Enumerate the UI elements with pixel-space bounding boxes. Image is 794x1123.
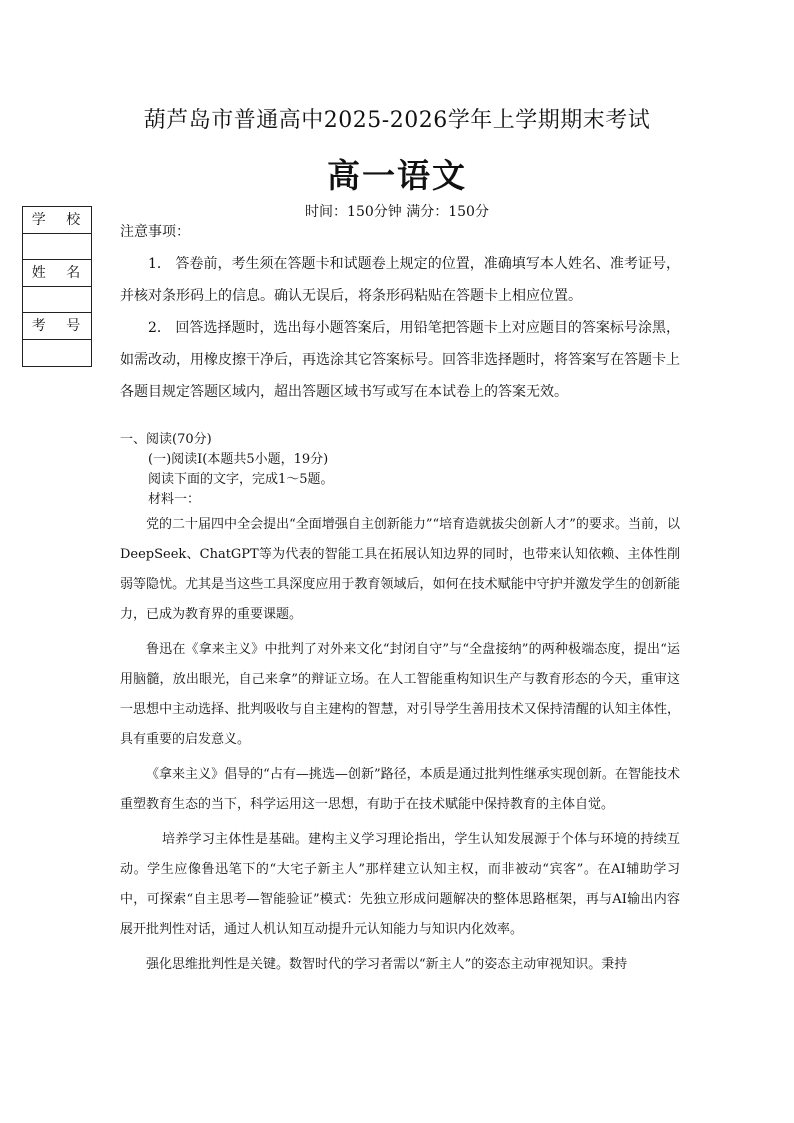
material-body xyxy=(120,510,680,985)
notes-heading: 注意事项： xyxy=(120,224,190,240)
paragraph: 培养学习主体性是基础。建构主义学习理论指出，学生认知发展源于个体与环境的持续互动。学生应像鲁迅笔下的“大宅子新主人”那样建立认知主权，而非被动“宾客”。在AI辅助学习中，可探索“自主思考—智能验证”模式：先独立形成问题解决的整体思路框架，再与AI输出内容展开批判性对话，通过人机认知互动提升元认知能力与知识内化效率。 xyxy=(120,832,680,937)
paragraph: 《拿来主义》倡导的“占有—挑选—创新”路径，本质是通过批判性继承实现创新。在智能技术重塑教育生态的当下，科学运用这一思想，有助于在技术赋能中保持教育的主体自觉。 xyxy=(120,767,680,812)
sub-heading: (一)阅读Ⅰ(本题共5小题，19分) xyxy=(148,452,329,467)
part-heading: 一、阅读(70分) xyxy=(120,432,212,447)
note-item: 1． 答卷前，考生须在答题卡和试题卷上规定的位置，准确填写本人姓名、准考证号，并核对条形码上的信息。确认无误后，将条形码粘贴在答题卡上相应位置。 xyxy=(120,256,680,304)
number-field[interactable] xyxy=(23,340,91,367)
name-field[interactable] xyxy=(23,287,91,314)
subject-title: 高一语文 xyxy=(327,156,467,195)
school-field[interactable] xyxy=(23,234,91,261)
material-label: 材料一： xyxy=(148,492,201,507)
paragraph: 党的二十届四中全会提出“全面增强自主创新能力”“培育造就拔尖创新人才”的要求。当前，以DeepSeek、ChatGPT等为代表的智能工具在拓展认知边界的同时，也带来认知依赖、主体性削弱等隐忧。尤其是当这些工具深度应用于教育领域后，如何在技术赋能中守护并激发学生的创新能力，已成为教育界的重要课题。 xyxy=(120,517,680,622)
student-info-box xyxy=(22,206,92,367)
exam-title: 葫芦岛市普通高中2025-2026学年上学期期末考试 xyxy=(143,108,651,133)
paragraph: 强化思维批判性是关键。数智时代的学习者需以“新主人”的姿态主动审视知识。秉持 xyxy=(146,957,628,972)
reading-section-header xyxy=(120,430,680,510)
paragraph: 鲁迅在《拿来主义》中批判了对外来文化“封闭自守”与“全盘接纳”的两种极端态度，提出“运用脑髓，放出眼光，自己来拿”的辩证立场。在人工智能重构知识生产与教育形态的今天，重审这一思想中主动选择、批判吸收与自主建构的智慧，对引导学生善用技术又保持清醒的认知主体性，具有重要的启发意义。 xyxy=(120,642,680,747)
time-info: 时间：150分钟 满分：150分 xyxy=(305,204,489,220)
notes-section xyxy=(120,222,680,408)
instruction-text: 阅读下面的文字，完成1～5题。 xyxy=(148,472,334,487)
name-label: 姓 名 xyxy=(23,260,91,287)
number-label: 考 号 xyxy=(23,313,91,340)
school-label: 学 校 xyxy=(23,207,91,234)
note-item: 2． 回答选择题时，选出每小题答案后，用铅笔把答题卡上对应题目的答案标号涂黑，如需改动，用橡皮擦干净后，再选涂其它答案标号。回答非选择题时，将答案写在答题卡上各题目规定答题区域内，超出答题区域书写或写在本试卷上的答案无效。 xyxy=(120,320,680,400)
